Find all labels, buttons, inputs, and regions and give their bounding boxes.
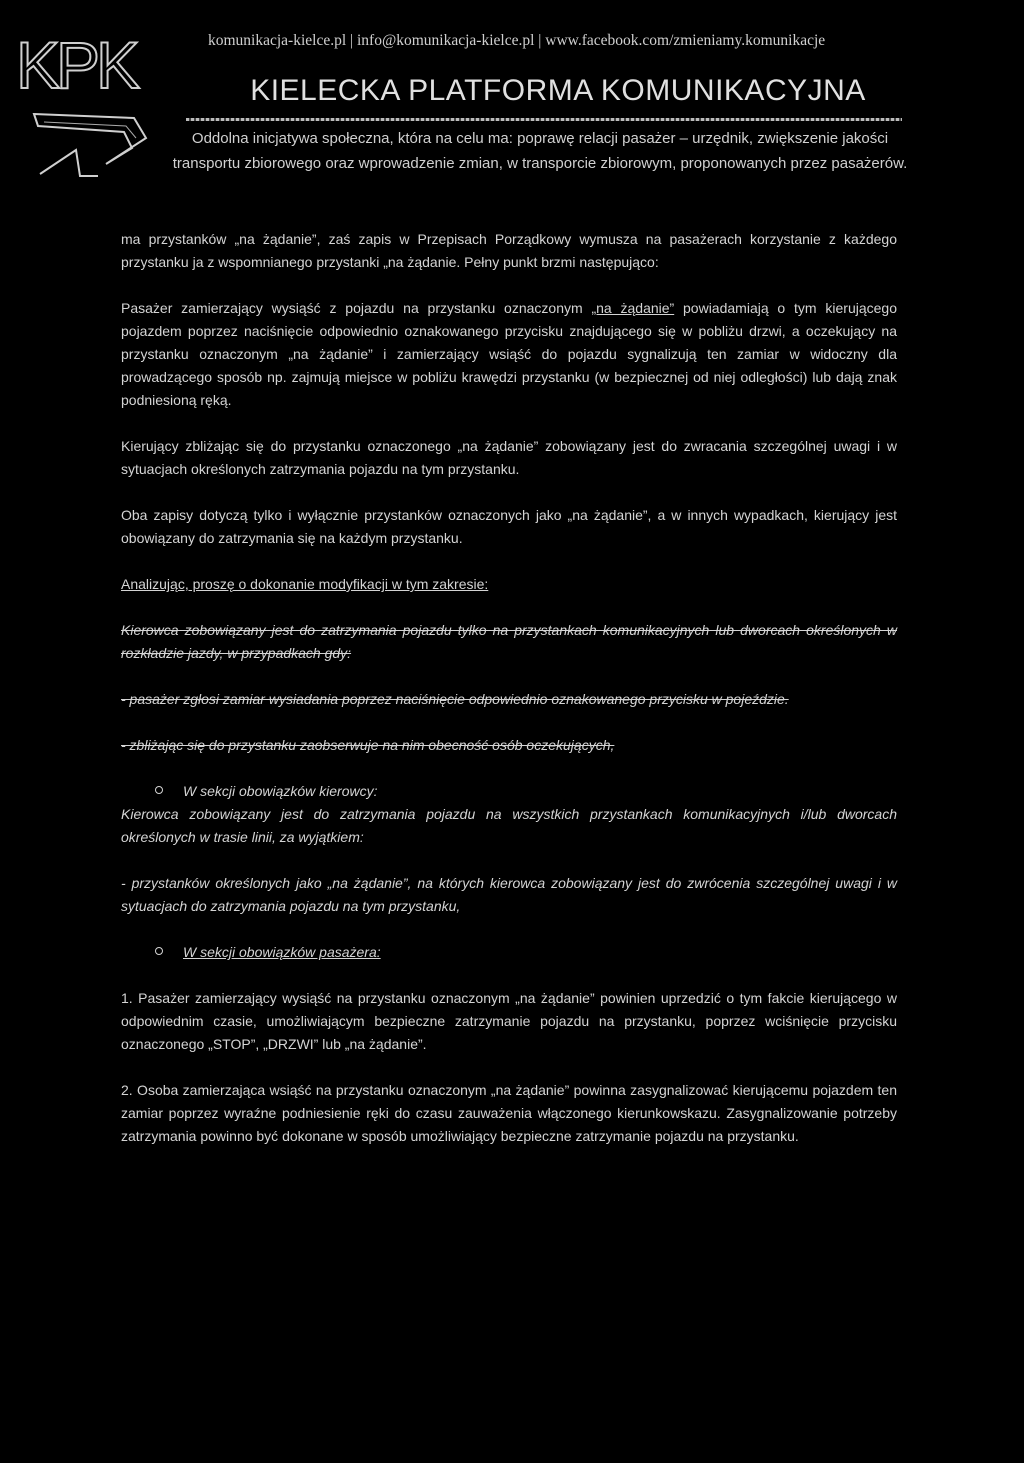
intro-paragraph: ma przystanków „na żądanie”, zaś zapis w Przepisach Porządkowy wymusza na pasażerach korzystanie z każdego przystanku ja z wspomnianego przystanki „na żądanie. Pełny punkt brzmi następująco: (121, 231, 897, 270)
bullet-passenger-duties (121, 941, 897, 964)
logo-lettering: KPK (16, 28, 137, 102)
regulation-text-start: Pasażer zamierzający wysiąść z pojazdu na przystanku oznaczonym (121, 300, 592, 316)
regulation-underlined-phrase: „na żądanie” (591, 300, 675, 316)
kpk-logo (14, 26, 164, 186)
contact-line: komunikacja-kielce.pl | info@komunikacja-kielce.pl | www.facebook.com/zmieniamy.komunikacje (208, 32, 826, 49)
scope-paragraph: Oba zapisy dotyczą tylko i wyłącznie przystanków oznaczonych jako „na żądanie”, a w innych wypadkach, kierujący jest obowiązany do zatrzymania się na każdym przystanku. (121, 507, 897, 546)
driver-duty-paragraph: Kierowca zobowiązany jest do zatrzymania pojazdu na wszystkich przystankach komunikacyjnych i/lub dworcach określonych w trasie linii, za wyjątkiem: (121, 806, 897, 845)
circle-bullet-icon (155, 786, 163, 794)
kpk-logo-graphic (14, 26, 164, 186)
passenger-duty-2: 2. Osoba zamierzająca wsiąść na przystanku oznaczonym „na żądanie” powinna zasygnalizować kierującemu pojazdem ten zamiar poprzez wyraźne podniesienie ręki do czasu zauważenia włączonego kierunkowskazu. Zasygnalizowanie potrzeby zatrzymania powinno być dokonane w sposób umożliwiający bezpieczne zatrzymanie pojazdu na przystanku. (121, 1082, 897, 1144)
struck-waiting-condition: - zbliżając się do przystanku zaobserwuje na nim obecność osób oczekujących, (121, 737, 615, 753)
regulation-text-end: powiadamiają o tym kierującego pojazdem poprzez naciśnięcie odpowiednio oznakowanego przycisku znajdującego się w pobliżu drzwi, a oczekujący na przystanku oznaczonym „na żądanie” i zamierzający wsiąść do pojazdu sygnalizują ten zamiar w widoczny dla prowadzącego sposób np. zajmują miejsce w pobliżu krawędzi przystanku (w bezpiecznej od niej odległości) lub dają znak podniesioną ręką. (121, 300, 897, 408)
header-divider (186, 118, 902, 121)
bullet-label: W sekcji obowiązków kierowcy: (183, 783, 378, 799)
driver-regulation-paragraph: Kierujący zbliżając się do przystanku oznaczonego „na żądanie” zobowiązany jest do zwracania szczególnej uwagi i w sytuacjach określonych zatrzymania pojazdu na tym przystanku. (121, 438, 897, 477)
request-heading: Analizując, proszę o dokonanie modyfikacji w tym zakresie: (121, 576, 489, 592)
platform-tagline: Oddolna inicjatywa społeczna, która na celu ma: poprawę relacji pasażer – urzędnik, zwiększenie jakości transportu zbiorowego oraz wprowadzenie zmian, w transporcie zbiorowym, proponowanych przez pasażerów. (172, 130, 908, 172)
struck-passenger-condition: - pasażer zgłosi zamiar wysiadania poprzez naciśnięcie odpowiednio oznakowanego przycisku w pojeździe. (121, 691, 789, 707)
letter-body (121, 228, 897, 1148)
platform-title: KIELECKA PLATFORMA KOMUNIKACYJNA (250, 74, 866, 107)
struck-driver-rule: Kierowca zobowiązany jest do zatrzymania pojazdu tylko na przystankach komunikacyjnych lub dworcach określonych w rozkładzie jazdy, w przypadkach gdy: (121, 622, 897, 661)
driver-exception-paragraph: - przystanków określonych jako „na żądanie”, na których kierowca zobowiązany jest do zwrócenia szczególnej uwagi i w sytuacjach do zatrzymania pojazdu na tym przystanku, (121, 875, 897, 914)
passenger-duty-1: 1. Pasażer zamierzający wysiąść na przystanku oznaczonym „na żądanie” powinien uprzedzić o tym fakcie kierującego w odpowiednim czasie, umożliwiającym bezpieczne zatrzymanie pojazdu na przystanku, poprzez wciśnięcie przycisku oznaczonego „STOP”, „DRZWI” lub „na żądanie”. (121, 990, 897, 1052)
quoted-regulation-paragraph (121, 297, 897, 412)
circle-bullet-icon (155, 947, 163, 955)
bullet-label: W sekcji obowiązków pasażera: (183, 944, 381, 960)
bullet-driver-duties (121, 780, 897, 803)
